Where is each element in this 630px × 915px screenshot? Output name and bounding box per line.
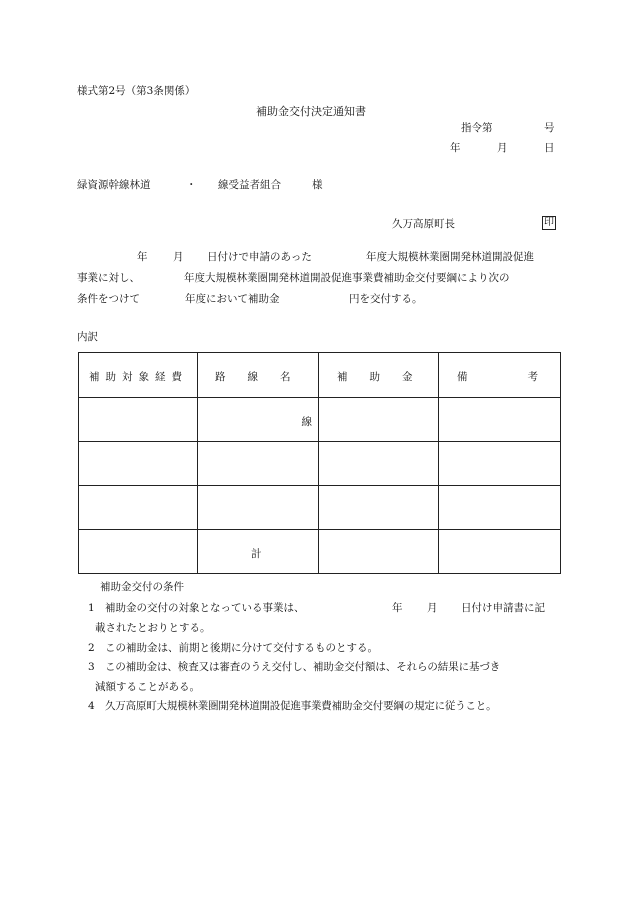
header-cell <box>198 353 319 398</box>
body-l2-head: 事業に対し、 <box>77 272 140 284</box>
header-subsidy: 補助金 <box>337 371 435 383</box>
table-cell <box>79 530 198 574</box>
body-l1-year: 年 <box>137 251 148 263</box>
body-l1-month: 月 <box>173 251 184 263</box>
conditions-heading: 補助金交付の条件 <box>100 581 184 593</box>
table-header-row <box>79 353 561 398</box>
table-cell <box>198 442 319 486</box>
condition-2-num: 2 <box>88 642 95 654</box>
condition-2-text: この補助金は、前期と後期に分けて交付するものとする。 <box>105 642 378 654</box>
table-row <box>79 398 561 442</box>
table-cell <box>79 486 198 530</box>
table-cell <box>198 486 319 530</box>
table-cell <box>319 486 439 530</box>
document-title: 補助金交付決定通知書 <box>256 105 366 118</box>
table-cell <box>439 530 561 574</box>
condition-4-text: 久万高原町大規模林業圏開発林道開設促進事業費補助金交付要綱の規定に従うこと。 <box>105 700 497 712</box>
total-label: 計 <box>251 548 262 560</box>
table-cell <box>79 398 198 442</box>
form-number: 様式第2号（第3条関係） <box>77 85 196 97</box>
body-l3-tail: 円を交付する。 <box>349 293 423 305</box>
table-cell <box>439 442 561 486</box>
header-remarks: 備考 <box>457 371 598 383</box>
breakdown-table <box>78 352 598 574</box>
condition-1-text: 補助金の交付の対象となっている事業は、 <box>105 602 305 614</box>
date-year: 年 <box>450 142 461 154</box>
date-month: 月 <box>497 142 508 154</box>
condition-3-cont: 減額することがある。 <box>95 681 200 693</box>
table-cell <box>439 486 561 530</box>
body-l3-head: 条件をつけて <box>77 293 140 305</box>
table-cell <box>198 398 319 442</box>
condition-1-cont: 載されたとおりとする。 <box>95 622 211 634</box>
addressee-line1: 緑資源幹線林道 <box>77 179 151 191</box>
header-cell <box>79 353 198 398</box>
directive-prefix: 指令第 <box>461 122 493 134</box>
header-cell <box>319 353 439 398</box>
condition-1-month: 月 <box>427 602 438 614</box>
table-cell <box>439 398 561 442</box>
condition-3-text: この補助金は、検査又は審査のうえ交付し、補助金交付額は、それらの結果に基づき <box>105 661 501 673</box>
condition-1-tail: 日付け申請書に記 <box>461 602 545 614</box>
addressee-honorific: 様 <box>312 179 323 191</box>
body-l1-tail: 年度大規模林業圏開発林道開設促進 <box>366 251 534 263</box>
table-cell <box>319 442 439 486</box>
table-row <box>79 486 561 530</box>
header-cell <box>439 353 598 398</box>
condition-1-year: 年 <box>392 602 403 614</box>
date-day: 日 <box>544 142 555 154</box>
table-row <box>79 442 561 486</box>
header-expense: 補助対象経費 <box>89 371 188 383</box>
body-l2-tail: 年度大規模林業圏開発林道開設促進事業費補助金交付要綱により次の <box>184 272 510 284</box>
table-cell <box>79 442 198 486</box>
addressee-dot: ・ <box>186 179 197 191</box>
route-suffix: 線 <box>301 416 312 428</box>
table-cell <box>319 398 439 442</box>
condition-1-num: 1 <box>88 602 95 614</box>
condition-3-num: 3 <box>88 661 95 673</box>
body-l3-mid: 年度において補助金 <box>185 293 280 305</box>
table-total-row <box>79 530 561 574</box>
header-route: 路線名 <box>215 371 313 383</box>
issuer-name: 久万高原町長 <box>392 218 455 230</box>
breakdown-label: 内訳 <box>77 331 98 343</box>
table-cell <box>198 530 319 574</box>
directive-suffix: 号 <box>544 122 555 134</box>
addressee-line2: 線受益者組合 <box>218 179 281 191</box>
seal-mark: 印 <box>544 217 554 228</box>
body-l1-rest: 日付けで申請のあった <box>207 251 312 263</box>
condition-4-num: 4 <box>88 700 95 712</box>
table-cell <box>319 530 439 574</box>
